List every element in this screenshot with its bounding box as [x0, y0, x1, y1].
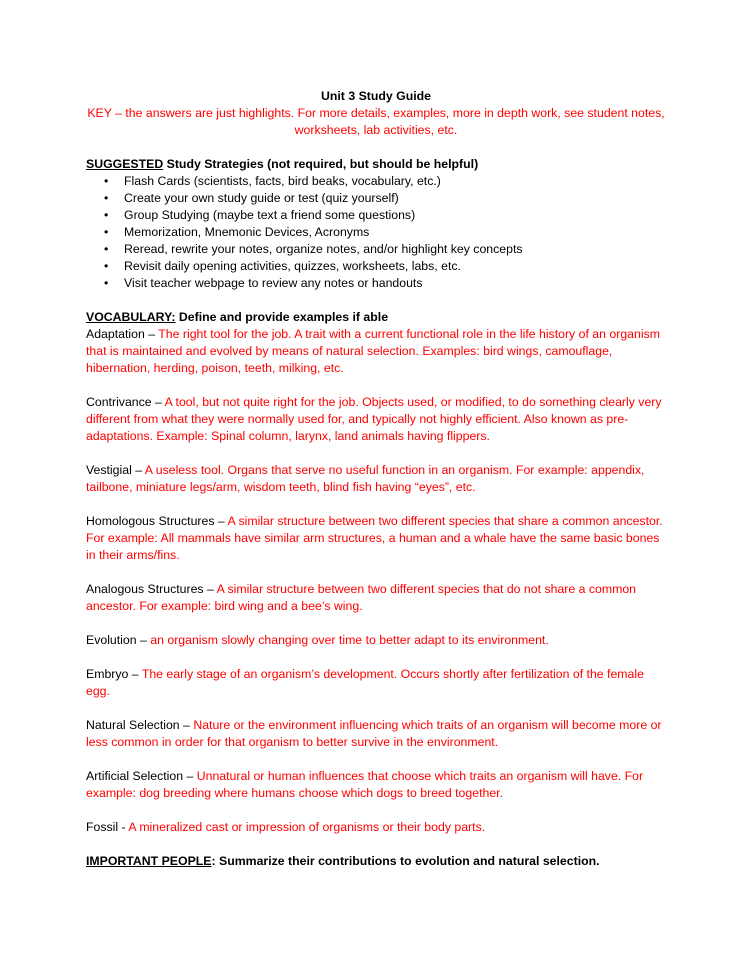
- vocabulary-term: [86, 717, 666, 751]
- key-note: KEY – the answers are just highlights. For more details, examples, more in depth work, see student notes, worksheets, lab activities, etc.: [87, 106, 665, 137]
- term-definition: A mineralized cast or impression of organisms or their body parts.: [128, 820, 486, 834]
- term-name: Adaptation –: [86, 327, 159, 341]
- term-name: Embryo –: [86, 667, 142, 681]
- document-page: [86, 88, 666, 870]
- term-definition: A useless tool. Organs that serve no useful function in an organism. For example: appendix, tailbone, miniature legs/arm, wisdom teeth, blind fish having “eyes”, etc.: [86, 463, 645, 494]
- term-definition: The right tool for the job. A trait with a current functional role in the life history of an organism that is maintained and evolved by means of natural selection. Examples: bird wings, camouflage, hibernation, herding, poison, teeth, milking, etc.: [86, 327, 660, 375]
- vocabulary-term: [86, 768, 666, 802]
- term-name: Natural Selection –: [86, 718, 194, 732]
- list-item: • Create your own study guide or test (quiz yourself): [86, 190, 666, 207]
- term-definition: A similar structure between two different species that share a common ancestor. For example: All mammals have similar arm structures, a human and a whale have the same basic bones in their arms/fins.: [86, 514, 663, 562]
- vocabulary-term: [86, 462, 666, 496]
- list-item: • Visit teacher webpage to review any notes or handouts: [86, 275, 666, 292]
- list-item: • Memorization, Mnemonic Devices, Acronyms: [86, 224, 666, 241]
- document-title: Unit 3 Study Guide: [321, 89, 431, 103]
- vocabulary-term: [86, 632, 666, 649]
- list-item: • Reread, rewrite your notes, organize notes, and/or highlight key concepts: [86, 241, 666, 258]
- list-item: • Revisit daily opening activities, quizzes, worksheets, labs, etc.: [86, 258, 666, 275]
- term-name: Analogous Structures –: [86, 582, 217, 596]
- term-name: Homologous Structures –: [86, 514, 228, 528]
- term-name: Fossil -: [86, 820, 129, 834]
- strategies-list: [86, 173, 666, 292]
- vocabulary-list: [86, 326, 666, 853]
- term-definition: Unnatural or human influences that choose which traits an organism will have. For example: dog breeding where humans choose which dogs to breed together.: [86, 769, 644, 800]
- strategies-heading: SUGGESTED Study Strategies (not required, but should be helpful): [86, 157, 479, 171]
- vocabulary-term: [86, 666, 666, 700]
- vocabulary-heading: VOCABULARY: Define and provide examples if able: [86, 310, 389, 324]
- term-name: Artificial Selection –: [86, 769, 197, 783]
- list-item: • Group Studying (maybe text a friend some questions): [86, 207, 666, 224]
- list-item: • Flash Cards (scientists, facts, bird beaks, vocabulary, etc.): [86, 173, 666, 190]
- vocabulary-term: [86, 819, 666, 836]
- term-definition: The early stage of an organism’s development. Occurs shortly after fertilization of the female egg.: [86, 667, 644, 698]
- vocabulary-term: [86, 581, 666, 615]
- term-definition: an organism slowly changing over time to better adapt to its environment.: [150, 633, 549, 647]
- term-definition: A tool, but not quite right for the job. Objects used, or modified, to do something clearly very different from what they were normally used for, and typically not highly efficient. Also known as pre-adaptations. Example: Spinal column, larynx, land animals having flippers.: [86, 395, 662, 443]
- people-heading: IMPORTANT PEOPLE: Summarize their contributions to evolution and natural selection.: [86, 854, 600, 868]
- term-definition: A similar structure between two different species that do not share a common ancestor. For example: bird wing and a bee’s wing.: [86, 582, 637, 613]
- vocabulary-term: [86, 394, 666, 445]
- vocabulary-term: [86, 326, 666, 377]
- term-name: Vestigial –: [86, 463, 145, 477]
- term-name: Contrivance –: [86, 395, 165, 409]
- term-definition: Nature or the environment influencing which traits of an organism will become more or less common in order for that organism to better survive in the environment.: [86, 718, 662, 749]
- vocabulary-term: [86, 513, 666, 564]
- term-name: Evolution –: [86, 633, 151, 647]
